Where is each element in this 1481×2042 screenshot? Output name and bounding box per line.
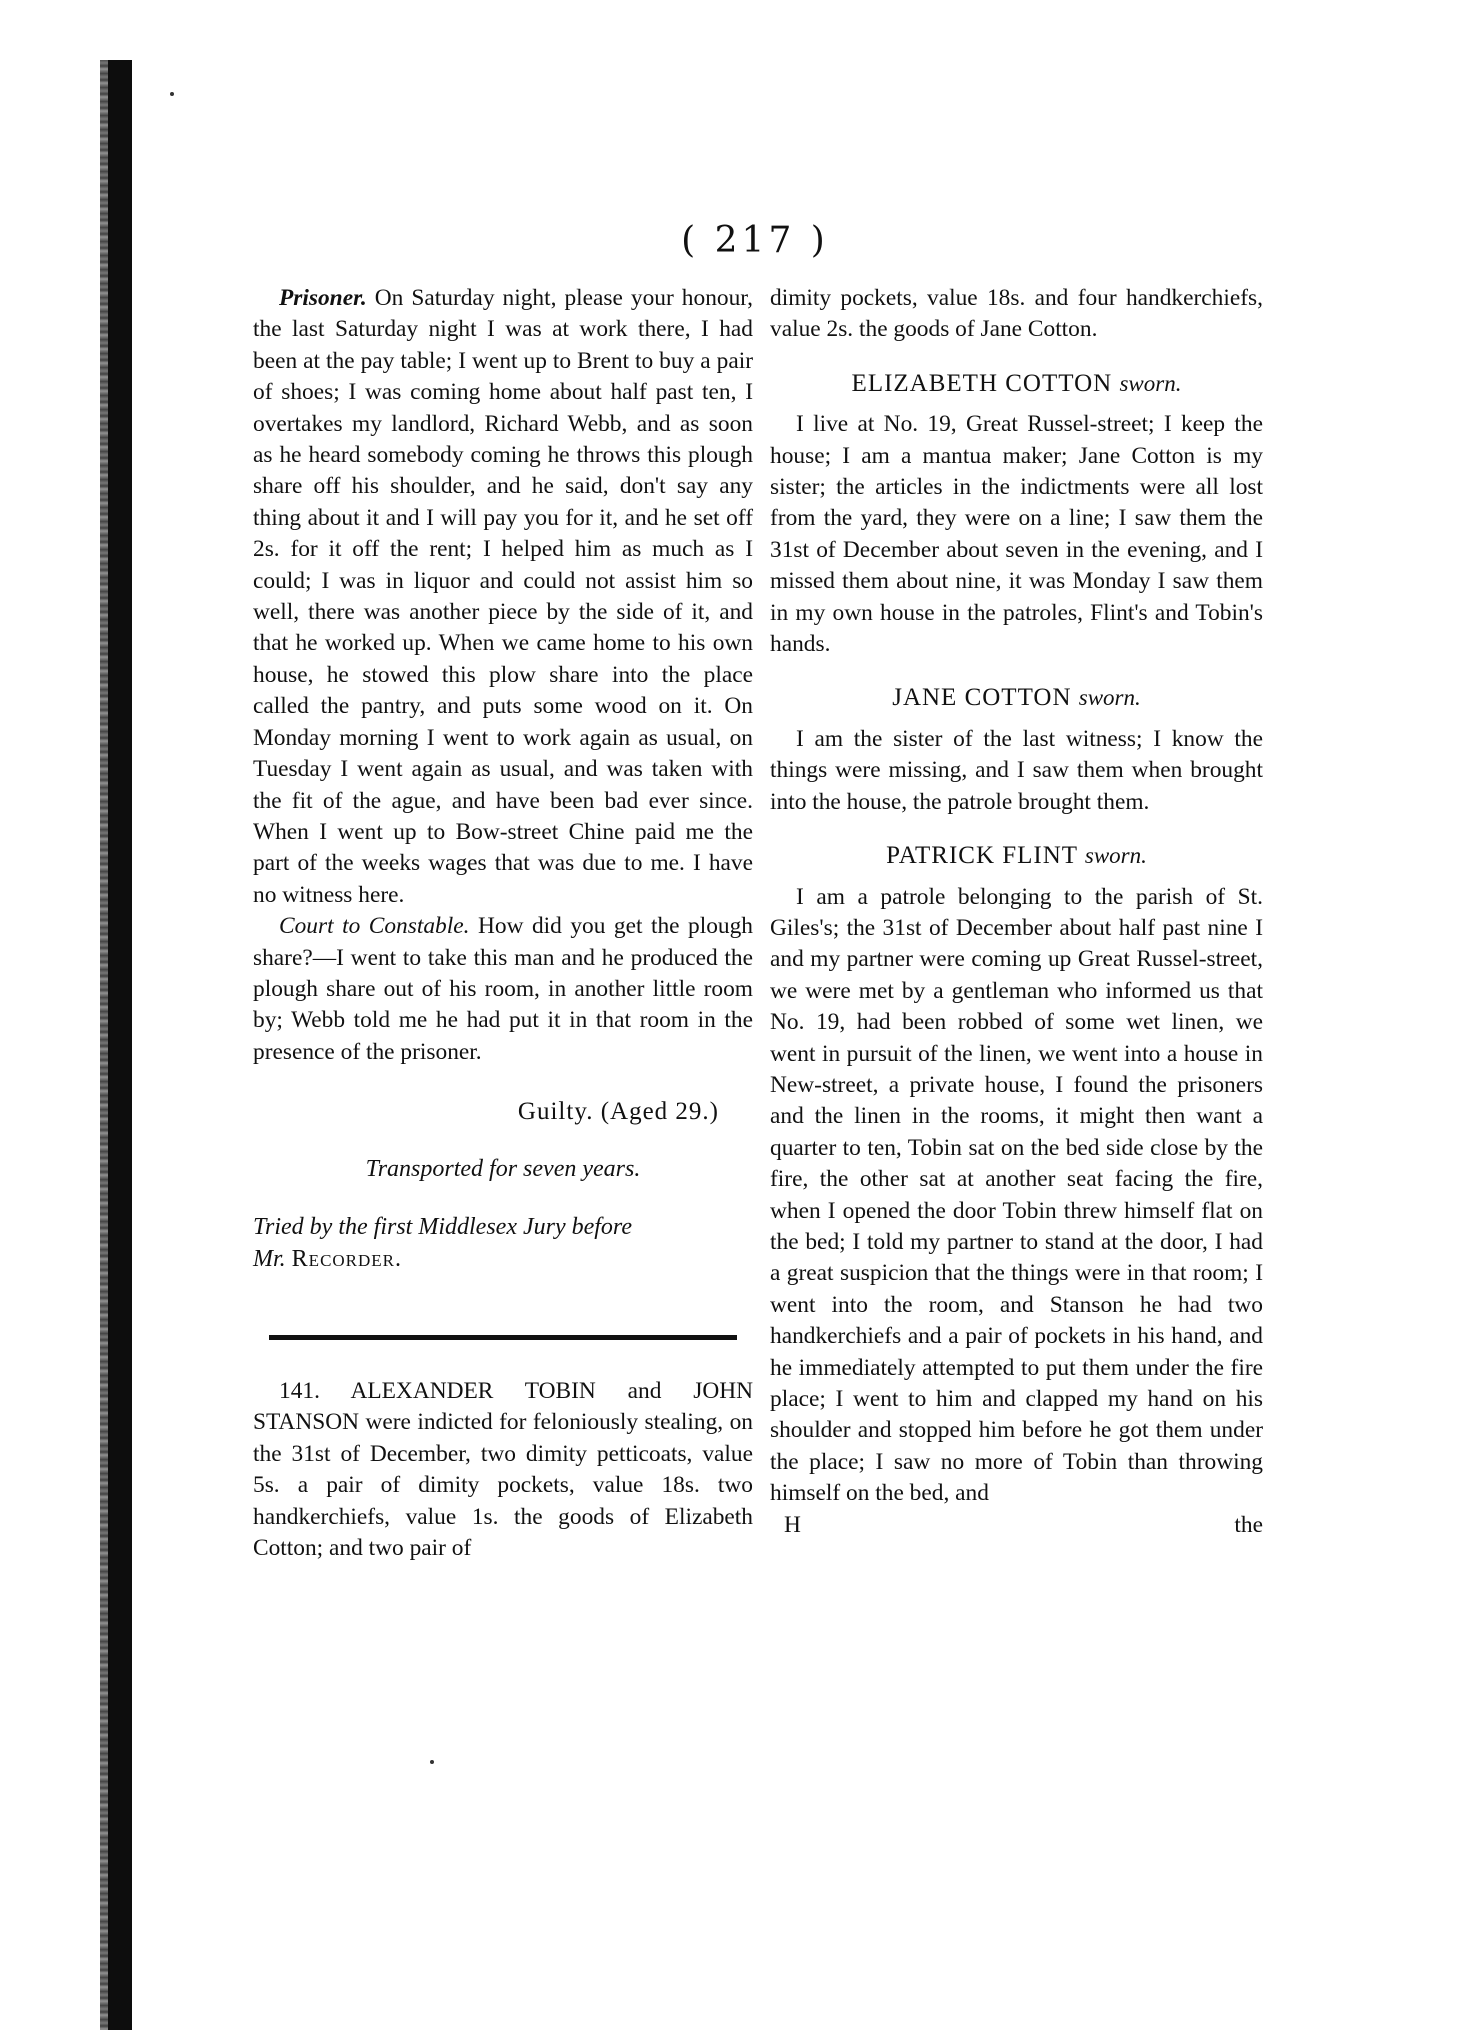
page-footer [770, 1510, 1263, 1541]
indictment-text: ALEXANDER TOBIN and JOHN STANSON were indicted for feloniously stealing, on the 31st of December, two dimity petticoats, value 5s. a pair of dimity pockets, value 18s. two handkerchiefs, value 1s. the goods of Elizabeth Cotton; and two pair of [253, 1377, 753, 1561]
speck [430, 1760, 434, 1764]
page-number: ( 217 ) [681, 220, 829, 261]
judge-name: Recorder. [291, 1245, 403, 1272]
witness-name: ELIZABETH COTTON [851, 369, 1113, 397]
witness-name: JANE COTTON [892, 684, 1072, 712]
catchword: the [1234, 1511, 1263, 1538]
speaker-label: Prisoner. [279, 285, 367, 311]
case-number: 141. [279, 1377, 320, 1404]
sworn-label: sworn. [1084, 843, 1147, 869]
tried-line-judge [253, 1243, 753, 1275]
witness-name: PATRICK FLINT [886, 842, 1078, 870]
question-text: How did you get the plough share?—I went to take this man and he produced the plough share out of his room, in another little room by; Webb told me he had put it in that room in the presence of the prisoner. [253, 913, 753, 1065]
sworn-label: sworn. [1119, 370, 1182, 396]
sentence: Transported for seven years. [365, 1155, 641, 1182]
witness-testimony: I live at No. 19, Great Russel-street; I keep the house; I am a mantua maker; Jane Cotton is my sister; the articles in the indictments were all lost from the yard, they were on a line; I saw them the 31st of December about seven in the evening, and I missed them about nine, it was Monday I saw them in my own house in the patroles, Flint's and Tobin's hands. [770, 411, 1263, 658]
indictment-continued: dimity pockets, value 18s. and four handkerchiefs, value 2s. the goods of Jane Cotton. [770, 285, 1263, 343]
speck [170, 92, 174, 96]
witness-heading [770, 840, 1263, 871]
left-column [253, 283, 753, 1564]
judge-title: Mr. [253, 1245, 286, 1272]
section-divider [269, 1335, 737, 1340]
signature-mark: H [784, 1511, 801, 1538]
sworn-label: sworn. [1078, 685, 1141, 711]
prisoner-statement [253, 283, 753, 911]
witness-testimony: I am the sister of the last witness; I know the things were missing, and I saw them when brought into the house, the patrole brought them. [770, 725, 1263, 815]
verdict: Guilty. (Aged 29.) [517, 1098, 719, 1126]
witness-heading [770, 368, 1263, 399]
right-column [770, 283, 1263, 1541]
court-question [253, 911, 753, 1068]
page-binding [108, 60, 132, 2030]
case-indictment [253, 1376, 753, 1564]
statement-text: On Saturday night, please your honour, the last Saturday night I was at work there, I had been at the pay table; I went up to Brent to buy a pair of shoes; I was coming home about half past ten, I overtakes my landlord, Richard Webb, and as soon as he heard somebody coming he throws this plough share off his shoulder, and he said, don't say any thing about it and I will pay you for it, and he set off 2s. for it off the rent; I helped him as much as I could; I was in liquor and could not assist him so well, there was another piece by the side of it, and that he worked up. When we came home to his own house, he stowed this plow share into the place called the pantry, and puts some wood on it. On Monday morning I went to work again as usual, on Tuesday I went again as usual, and was taken with the fit of the ague, and have been bad ever since. When I went up to Bow-street Chine paid me the part of the weeks wages that was due to me. I have no witness here. [253, 285, 753, 908]
speaker-label: Court to Constable. [279, 913, 470, 940]
witness-heading [770, 682, 1263, 713]
witness-testimony: I am a patrole belonging to the parish of St. Giles's; the 31st of December about half past nine I and my partner were coming up Great Russel-street, we were met by a gentleman who informed us that No. 19, had been robbed of some wet linen, we went in pursuit of the linen, we went into a house in New-street, a private house, I found the prisoners and the linen in the rooms, it might then want a quarter to ten, Tobin sat on the bed side close by the fire, the other sat at another seat facing the fire, when I opened the door Tobin threw himself flat on the bed; I told my partner to stand at the door, I had a great suspicion that the things were in that room; I went into the room, and Stanson he had two handkerchiefs and a pair of pockets in his hand, and he immediately attempted to put them under the fire place; I went to him and clapped my hand on his shoulder and stopped him before he got them under the place; I saw no more of Tobin than throwing himself on the bed, and [770, 883, 1263, 1507]
tried-line: Tried by the first Middlesex Jury before [253, 1213, 633, 1240]
